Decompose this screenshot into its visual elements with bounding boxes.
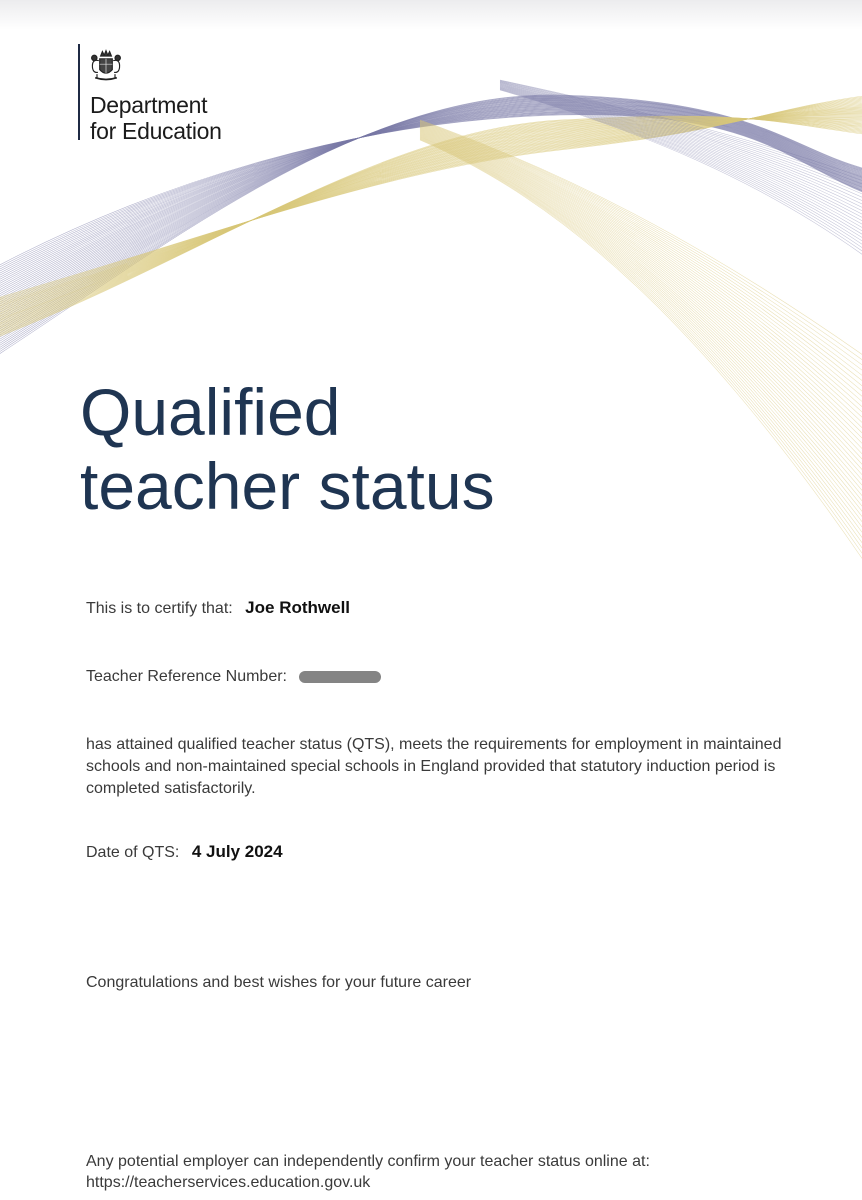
verification-text: Any potential employer can independently confirm your teacher status online at:: [86, 1153, 650, 1170]
holder-name: Joe Rothwell: [245, 598, 351, 617]
title-line1: Qualified: [80, 375, 341, 449]
certify-label: This is to certify that:: [86, 600, 233, 617]
trn-row: [86, 668, 381, 686]
trn-label: Teacher Reference Number:: [86, 668, 287, 685]
qts-statement: has attained qualified teacher status (QTS), meets the requirements for employment in maintained schools and non-maintained special schools in England provided that statutory induction period is completed satisfactorily.: [86, 736, 782, 797]
department-name-line1: Department: [90, 92, 208, 118]
qts-date-value: 4 July 2024: [191, 842, 283, 861]
qts-date-label: Date of QTS:: [86, 844, 180, 861]
department-name-line2: for Education: [90, 118, 222, 144]
logo-rule: [78, 44, 80, 140]
royal-coat-of-arms-icon: [88, 48, 124, 84]
qts-date-row: [86, 842, 283, 862]
certify-row: [86, 598, 350, 618]
congratulations-text: Congratulations and best wishes for your future career: [86, 974, 472, 991]
verification-note: [86, 1151, 650, 1193]
verification-url: https://teacherservices.education.gov.uk: [86, 1174, 371, 1191]
certificate-title: [80, 375, 495, 523]
trn-redaction: [299, 671, 381, 683]
title-line2: teacher status: [80, 449, 495, 523]
